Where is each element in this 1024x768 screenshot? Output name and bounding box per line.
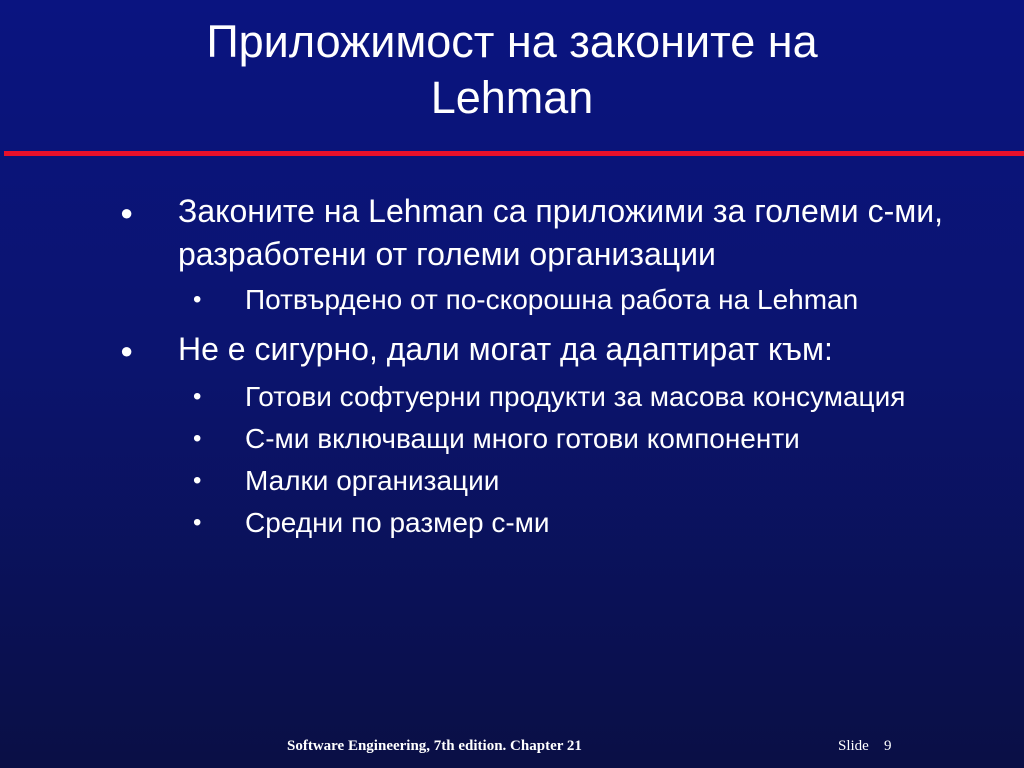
sub-bullet-text: Готови софтуерни продукти за масова консумация [245, 381, 906, 412]
slide-footer [0, 738, 1024, 760]
title-divider [4, 151, 1024, 156]
sub-bullet-text: Малки организации [245, 465, 500, 496]
sub-bullet-item-2-4 [0, 505, 1024, 541]
sub-bullet-icon: • [193, 509, 202, 536]
sub-bullet-item-2-2 [0, 421, 1024, 457]
slide-title-line-1: Приложимост на законите на [206, 16, 818, 67]
bullet-icon: ● [120, 200, 134, 225]
slide-title-line-2: Lehman [430, 72, 594, 123]
sub-bullet-icon: • [193, 383, 202, 410]
footer-course-title: Software Engineering, 7th edition. Chapter 21 [287, 738, 582, 754]
bullet-icon: ● [120, 338, 134, 363]
sub-bullet-item-2-3 [0, 463, 1024, 499]
sub-bullet-item-2-1 [0, 379, 1024, 415]
sub-bullet-text: С-ми включващи много готови компоненти [245, 423, 800, 454]
slide-title [0, 14, 1024, 126]
sub-bullet-text: Потвърдено от по-скорошна работа на Lehman [245, 284, 859, 315]
sub-bullet-icon: • [193, 425, 202, 452]
footer-slide-label: Slide [838, 738, 869, 754]
sub-bullet-text: Средни по размер с-ми [245, 507, 550, 538]
sub-bullet-item-1-1 [0, 282, 1024, 318]
bullet-item-1 [0, 190, 1024, 276]
slide-body [0, 190, 1024, 541]
sub-bullet-icon: • [193, 286, 202, 313]
bullet-text: Законите на Lehman са приложими за големи с-ми, разработени от големи организации [178, 193, 943, 272]
footer-slide-number: 9 [884, 738, 892, 754]
bullet-text: Не е сигурно, дали могат да адаптират към: [178, 331, 833, 367]
bullet-item-2 [0, 328, 1024, 371]
sub-bullet-icon: • [193, 467, 202, 494]
